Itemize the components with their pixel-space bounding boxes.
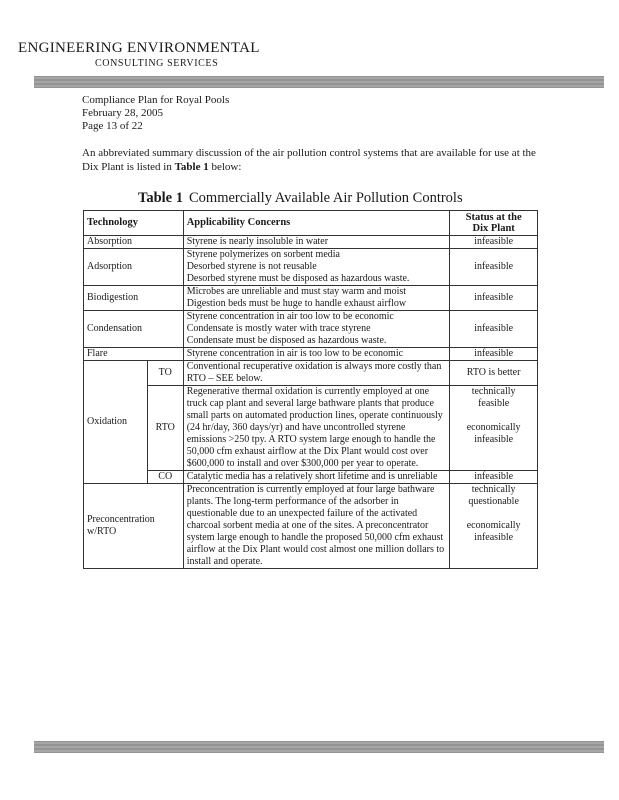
controls-table xyxy=(83,210,538,569)
tech-line: w/RTO xyxy=(87,526,117,537)
intro-text: An abbreviated summary discussion of the air pollution control systems that are available for use at the Dix Plant is listed in xyxy=(82,147,536,173)
intro-text-end: below: xyxy=(208,161,242,173)
status-to: RTO is better xyxy=(450,361,538,386)
header-status xyxy=(450,211,538,236)
concern-preconcentration xyxy=(183,484,450,569)
status-line: technically xyxy=(471,386,516,397)
tech-absorption: Absorption xyxy=(84,236,184,249)
table-row xyxy=(84,361,538,386)
concern-line: Condensate must be disposed as hazardous waste. xyxy=(186,335,387,346)
status-line: questionable xyxy=(468,496,519,507)
footer-rule xyxy=(34,741,604,753)
concern-condensation xyxy=(183,311,450,348)
status-line: technically xyxy=(471,484,516,495)
table-row xyxy=(84,484,538,569)
plan-title: Compliance Plan for Royal Pools xyxy=(82,94,230,106)
subtech-to: TO xyxy=(147,361,183,386)
status-spacer xyxy=(453,508,534,520)
table-title: Commercially Available Air Pollution Controls xyxy=(189,190,463,206)
status-co: infeasible xyxy=(450,471,538,484)
concern-to xyxy=(183,361,450,386)
table-caption xyxy=(138,190,463,207)
concern-line: Styrene concentration in air too low to be economic xyxy=(186,311,394,322)
header-status-line1: Status at the xyxy=(465,212,522,223)
concern-biodigestion xyxy=(183,286,450,311)
status-condensation: infeasible xyxy=(450,311,538,348)
subtech-rto: RTO xyxy=(147,386,183,471)
company-name: ENGINEERING ENVIRONMENTAL xyxy=(18,40,260,56)
tech-line: Preconcentration xyxy=(87,514,155,525)
table-row xyxy=(84,311,538,348)
status-absorption: infeasible xyxy=(450,236,538,249)
concern-co xyxy=(183,471,450,484)
concern-text: Preconcentration is currently employed at four large bathware plants. The long-term performance of the adsorber in questionable due to an unexpected failure of the activated charcoal sorbent media at one of the sites. A preconcentrator system large enough to handle the proposed 50,000 cfm exhaust airflow at the Dix Plant would cost almost one million dollars to install and operate. xyxy=(186,484,445,567)
status-rto xyxy=(450,386,538,471)
status-adsorption: infeasible xyxy=(450,249,538,286)
plan-date: February 28, 2005 xyxy=(82,107,163,119)
status-flare: infeasible xyxy=(450,348,538,361)
concern-text: Conventional recuperative oxidation is always more costly than RTO – SEE below. xyxy=(186,361,442,384)
intro-table-ref: Table 1 xyxy=(174,161,209,173)
concern-line: Styrene concentration in air is too low to be economic xyxy=(186,348,404,359)
intro-paragraph xyxy=(82,146,552,174)
document-meta xyxy=(82,94,229,133)
tech-oxidation: Oxidation xyxy=(84,361,148,484)
tech-biodigestion: Biodigestion xyxy=(84,286,184,311)
company-division: CONSULTING SERVICES xyxy=(95,58,219,69)
header-technology: Technology xyxy=(84,211,184,236)
table-row xyxy=(84,249,538,286)
subtech-co: CO xyxy=(147,471,183,484)
status-preconcentration xyxy=(450,484,538,569)
table-row xyxy=(84,286,538,311)
status-line: feasible xyxy=(478,398,510,409)
concern-text: Catalytic media has a relatively short lifetime and is unreliable xyxy=(186,471,438,482)
concern-line: Styrene is nearly insoluble in water xyxy=(186,236,329,247)
header-status-line2: Dix Plant xyxy=(472,223,515,234)
concern-line: Desorbed styrene must be disposed as hazardous waste. xyxy=(186,273,410,284)
header-concerns: Applicability Concerns xyxy=(183,211,450,236)
status-line: economically xyxy=(466,520,521,531)
status-line: infeasible xyxy=(474,434,514,445)
table-label: Table 1 xyxy=(138,190,183,206)
concern-line: Microbes are unreliable and must stay warm and moist xyxy=(186,286,407,297)
concern-line: Condensate is mostly water with trace styrene xyxy=(186,323,371,334)
concern-absorption xyxy=(183,236,450,249)
concern-adsorption xyxy=(183,249,450,286)
concern-flare xyxy=(183,348,450,361)
status-biodigestion: infeasible xyxy=(450,286,538,311)
table-row xyxy=(84,236,538,249)
table-row xyxy=(84,348,538,361)
tech-preconcentration xyxy=(84,484,184,569)
concern-line: Digestion beds must be huge to handle exhaust airflow xyxy=(186,298,407,309)
concern-line: Desorbed styrene is not reusable xyxy=(186,261,317,272)
status-line: economically xyxy=(466,422,521,433)
status-line: infeasible xyxy=(474,532,514,543)
concern-rto xyxy=(183,386,450,471)
table-row xyxy=(84,386,538,471)
tech-condensation: Condensation xyxy=(84,311,184,348)
header-rule xyxy=(34,76,604,88)
tech-adsorption: Adsorption xyxy=(84,249,184,286)
table-row xyxy=(84,471,538,484)
concern-line: Styrene polymerizes on sorbent media xyxy=(186,249,340,260)
concern-text: Regenerative thermal oxidation is currently employed at one truck cap plant and several large bathware plants that produce small parts on automated production lines, operate continuously (24 hr/day, 360 days/yr) and have uncontrolled styrene emissions >250 tpy. A RTO system large enough to handle the 50,000 cfm exhaust airflow at the Dix Plant would cost over $600,000 to install and over $300,000 per year to operate. xyxy=(186,386,443,469)
tech-flare: Flare xyxy=(84,348,184,361)
page-number: Page 13 of 22 xyxy=(82,120,143,132)
status-spacer xyxy=(453,410,534,422)
table-header-row xyxy=(84,211,538,236)
